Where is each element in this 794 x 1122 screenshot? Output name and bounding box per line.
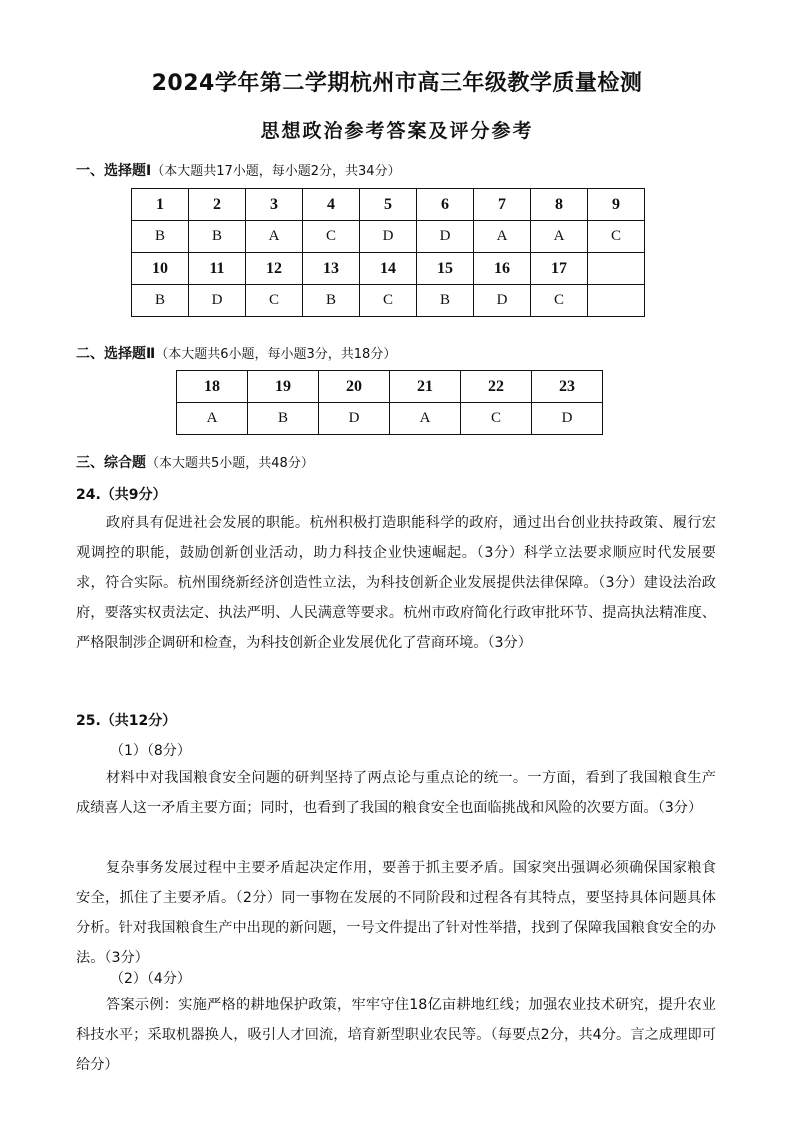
answer-cell: A xyxy=(531,221,588,253)
answer-cell: A xyxy=(246,221,303,253)
answer-cell: D xyxy=(417,221,474,253)
question-number-cell: 20 xyxy=(319,371,390,403)
question-number-cell: 1 xyxy=(132,189,189,221)
answer-cell xyxy=(588,285,645,317)
question-number-cell: 17 xyxy=(531,253,588,285)
section3-label: 三、综合题 xyxy=(76,455,146,471)
answer-cell: C xyxy=(461,403,532,435)
section3-heading xyxy=(76,452,314,472)
question-number-cell: 18 xyxy=(177,371,248,403)
answer-cell: C xyxy=(531,285,588,317)
question-number-cell: 2 xyxy=(189,189,246,221)
answer-cell: C xyxy=(303,221,360,253)
question-number-cell: 13 xyxy=(303,253,360,285)
question-number-cell xyxy=(588,253,645,285)
question-number-cell: 4 xyxy=(303,189,360,221)
q25-part1-para1: 材料中对我国粮食安全问题的研判坚持了两点论与重点论的统一。一方面，看到了我国粮食生产成绩喜人这一矛盾主要方面；同时，也看到了我国的粮食安全也面临挑战和风险的次要方面。（3分） xyxy=(76,770,716,816)
answer-cell: B xyxy=(248,403,319,435)
section2-label: 二、选择题Ⅱ xyxy=(76,346,156,362)
q24-answer: 政府具有促进社会发展的职能。杭州积极打造职能科学的政府，通过出台创业扶持政策、履行宏观调控的职能，鼓励创新创业活动，助力科技企业快速崛起。（3分）科学立法要求顺应时代发展要求，符合实际。杭州围绕新经济创造性立法，为科技创新企业发展提供法律保障。（3分）建设法治政府，要落实权责法定、执法严明、人民满意等要求。杭州市政府简化行政审批环节、提高执法精准度、严格限制涉企调研和检查，为科技创新企业发展优化了营商环境。（3分） xyxy=(76,515,716,651)
q24-heading: 24.（共9分） xyxy=(76,487,167,503)
section2-note: （本大题共6小题，每小题3分，共18分） xyxy=(155,347,397,362)
question-number-cell: 14 xyxy=(360,253,417,285)
answer-cell: B xyxy=(132,221,189,253)
answer-cell: C xyxy=(588,221,645,253)
question-number-row xyxy=(132,253,645,285)
section2-answer-table xyxy=(176,370,603,435)
question-number-cell: 10 xyxy=(132,253,189,285)
section1-answer-table xyxy=(131,188,645,317)
section2-heading xyxy=(76,343,396,363)
answer-cell: B xyxy=(417,285,474,317)
q25-part2-label: （2）（4分） xyxy=(110,971,191,987)
question-number-cell: 19 xyxy=(248,371,319,403)
section1-note: （本大题共17小题，每小题2分，共34分） xyxy=(151,164,401,179)
answer-cell: B xyxy=(189,221,246,253)
answer-cell: A xyxy=(390,403,461,435)
answer-cell: D xyxy=(360,221,417,253)
q25-part2-answer: 答案示例：实施严格的耕地保护政策，牢牢守住18亿亩耕地红线；加强农业技术研究，提升农业科技水平；采取机器换人，吸引人才回流，培育新型职业农民等。（每要点2分，共4分。言之成理即可给分） xyxy=(76,997,716,1073)
answer-cell: D xyxy=(532,403,603,435)
q25-part1-label: （1）（8分） xyxy=(110,743,191,759)
section1-label: 一、选择题Ⅰ xyxy=(76,163,152,179)
question-number-cell: 12 xyxy=(246,253,303,285)
question-number-cell: 16 xyxy=(474,253,531,285)
answer-cell: A xyxy=(474,221,531,253)
q25-part1-para2: 复杂事务发展过程中主要矛盾起决定作用，要善于抓主要矛盾。国家突出强调必须确保国家粮食安全，抓住了主要矛盾。（2分）同一事物在发展的不同阶段和过程各有其特点，要坚持具体问题具体分析。针对我国粮食生产中出现的新问题，一号文件提出了针对性举措，找到了保障我国粮食安全的办法。（3分） xyxy=(76,860,716,966)
answer-row xyxy=(177,403,603,435)
answer-cell: C xyxy=(246,285,303,317)
question-number-cell: 5 xyxy=(360,189,417,221)
answer-cell: A xyxy=(177,403,248,435)
question-number-cell: 22 xyxy=(461,371,532,403)
question-number-cell: 9 xyxy=(588,189,645,221)
page-subtitle: 思想政治参考答案及评分参考 xyxy=(260,120,534,142)
section1-heading xyxy=(76,160,401,180)
answer-cell: D xyxy=(319,403,390,435)
answer-cell: D xyxy=(189,285,246,317)
question-number-cell: 15 xyxy=(417,253,474,285)
page-title: 2024学年第二学期杭州市高三年级教学质量检测 xyxy=(151,71,643,96)
question-number-cell: 3 xyxy=(246,189,303,221)
question-number-cell: 21 xyxy=(390,371,461,403)
answer-row xyxy=(132,221,645,253)
answer-cell: C xyxy=(360,285,417,317)
question-number-cell: 8 xyxy=(531,189,588,221)
question-number-cell: 23 xyxy=(532,371,603,403)
question-number-row xyxy=(132,189,645,221)
answer-row xyxy=(132,285,645,317)
question-number-cell: 11 xyxy=(189,253,246,285)
answer-cell: D xyxy=(474,285,531,317)
answer-cell: B xyxy=(132,285,189,317)
answer-cell: B xyxy=(303,285,360,317)
question-number-row xyxy=(177,371,603,403)
question-number-cell: 6 xyxy=(417,189,474,221)
section3-note: （本大题共5小题，共48分） xyxy=(146,456,314,471)
q25-heading: 25.（共12分） xyxy=(76,713,177,729)
question-number-cell: 7 xyxy=(474,189,531,221)
